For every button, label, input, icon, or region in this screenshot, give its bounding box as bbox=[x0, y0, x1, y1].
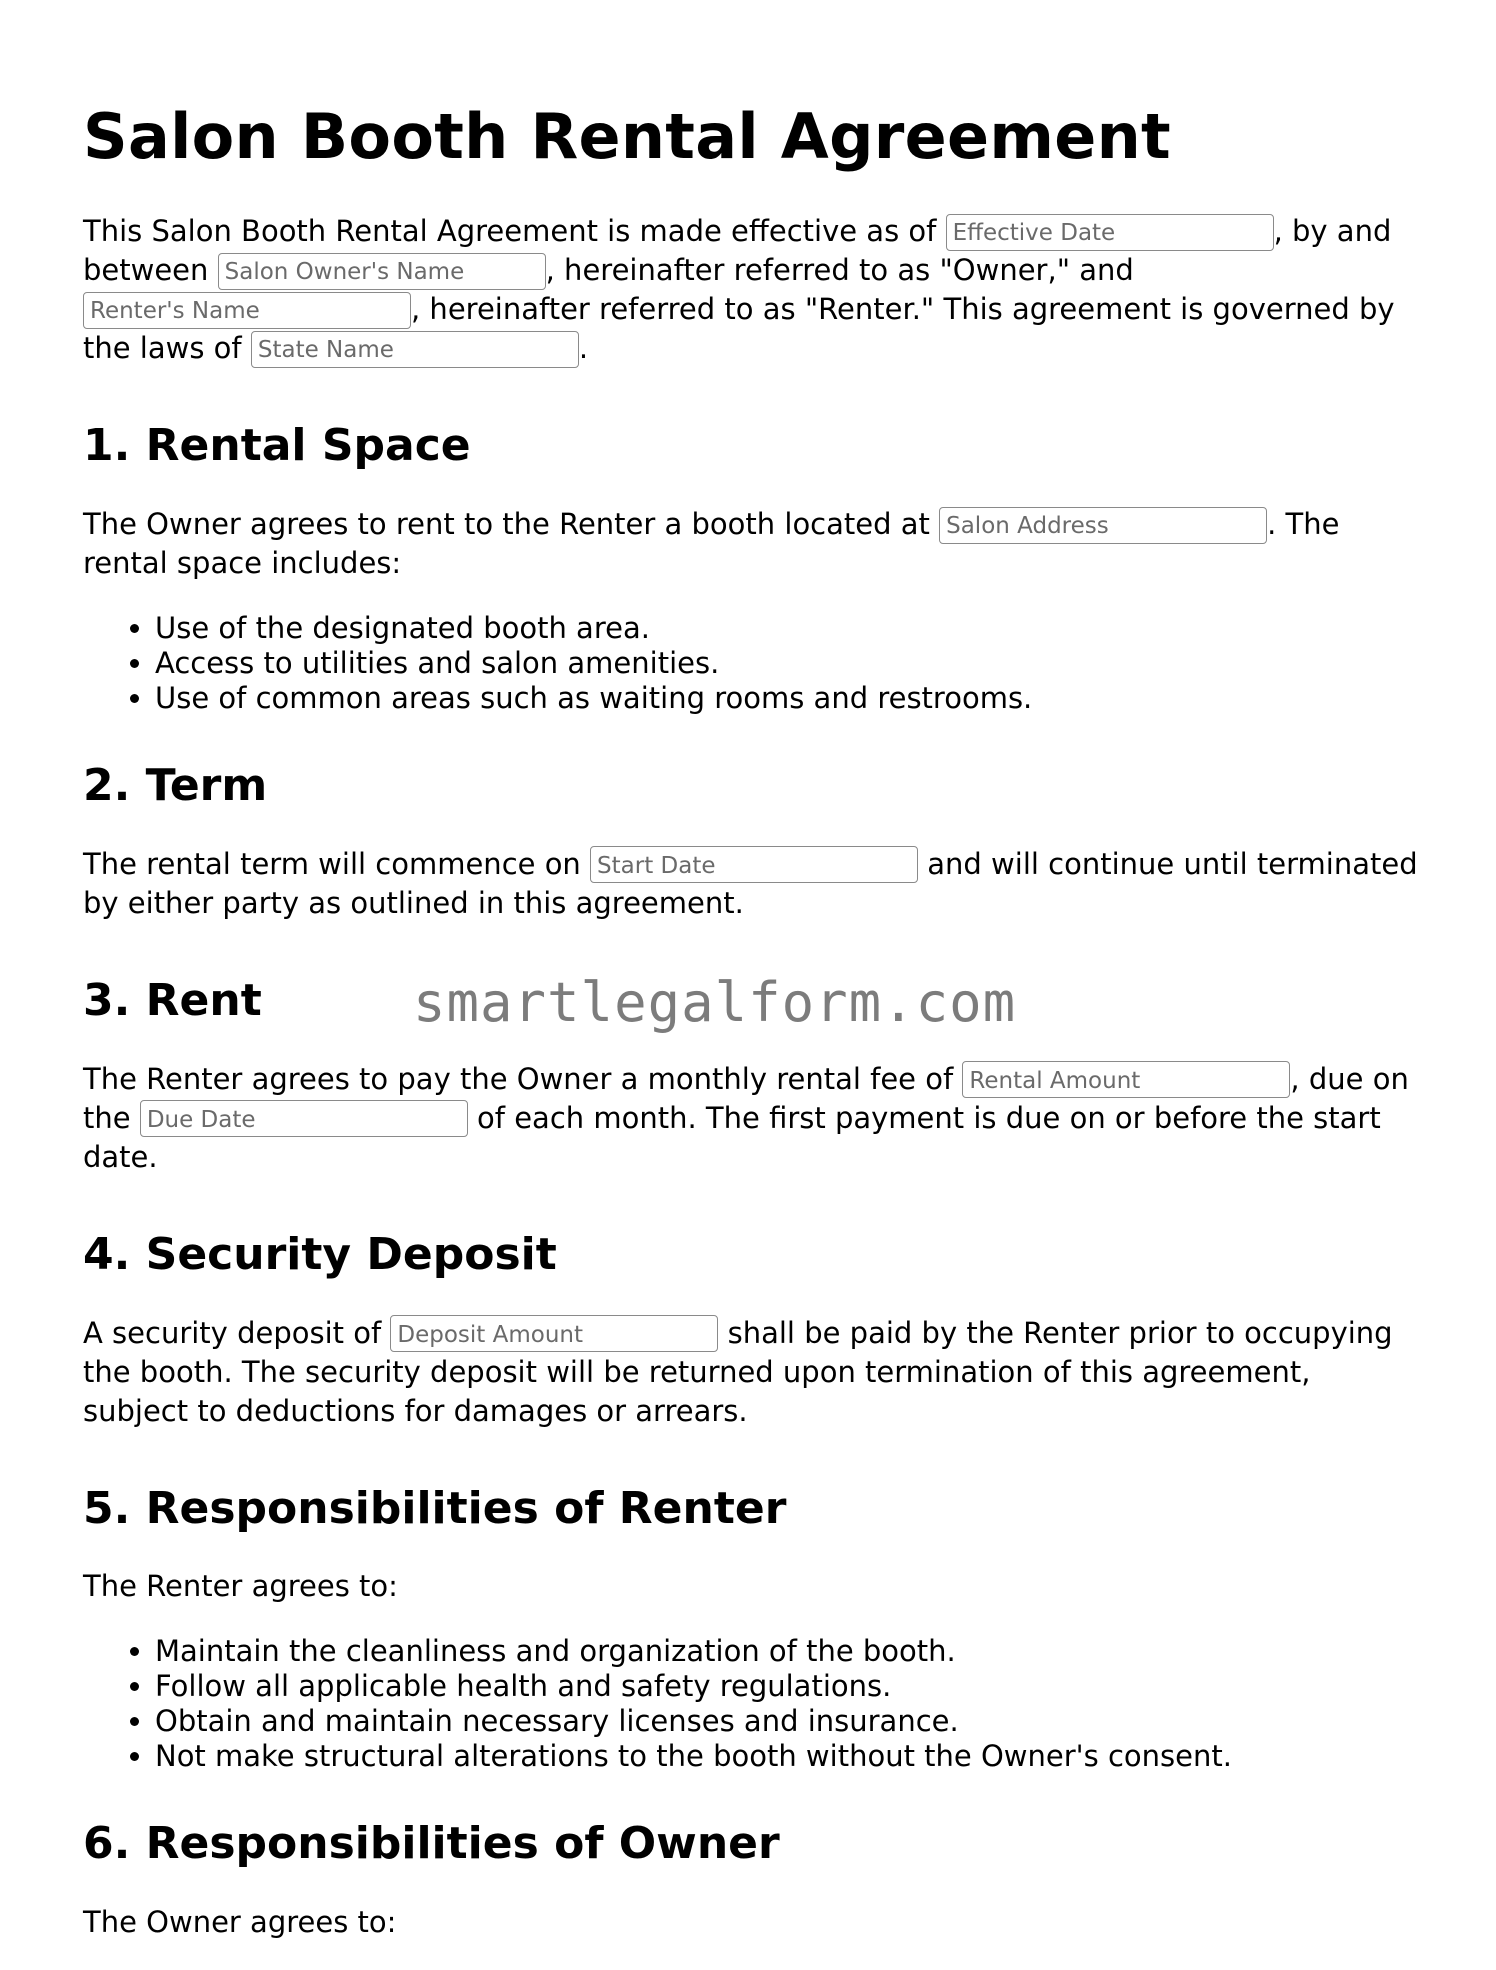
intro-text-2: , by and between bbox=[83, 214, 1392, 288]
list-item: • Use of common areas such as waiting rooms and restrooms. bbox=[155, 681, 1423, 716]
term-text-1: The rental term will commence on bbox=[83, 846, 591, 881]
intro-text-5: . bbox=[578, 331, 589, 366]
salon-address-input[interactable] bbox=[939, 507, 1267, 544]
rental-space-list bbox=[83, 611, 1423, 716]
list-item: • Access to utilities and salon amenities. bbox=[155, 646, 1423, 681]
section-heading-renter-responsibilities: 5. Responsibilities of Renter bbox=[83, 1482, 787, 1534]
rental-space-text-1: The Owner agrees to rent to the Renter a booth located at bbox=[83, 507, 940, 542]
renter-responsibilities-lead: The Renter agrees to: bbox=[83, 1569, 398, 1604]
rental-space-text-2: . The rental space includes: bbox=[83, 507, 1340, 581]
renter-responsibilities-list bbox=[83, 1634, 1423, 1774]
due-date-input[interactable] bbox=[140, 1100, 468, 1137]
agreement-document bbox=[83, 100, 1423, 1970]
rent-paragraph bbox=[83, 1060, 1423, 1177]
section-heading-term: 2. Term bbox=[83, 760, 268, 812]
rental-space-paragraph bbox=[83, 505, 1423, 583]
list-item: • Maintain the cleanliness and organization of the booth. bbox=[155, 1634, 1423, 1669]
deposit-text-2: shall be paid by the Renter prior to occupying the booth. The security deposit will be returned upon termination of this agreement, subject to deductions for damages or arrears. bbox=[83, 1315, 1393, 1428]
section-heading-security-deposit: 4. Security Deposit bbox=[83, 1228, 557, 1280]
deposit-paragraph bbox=[83, 1314, 1423, 1431]
watermark-text: smartlegalform.com bbox=[413, 970, 1017, 1034]
section-heading-rent: 3. Rent bbox=[83, 974, 262, 1026]
rent-heading-row bbox=[83, 970, 1423, 1034]
intro-paragraph bbox=[83, 212, 1423, 368]
renter-name-input[interactable] bbox=[83, 292, 411, 329]
rent-text-2: , due on the bbox=[83, 1061, 1409, 1135]
rent-text-1: The Renter agrees to pay the Owner a monthly rental fee of bbox=[83, 1061, 963, 1096]
list-item: • Obtain and maintain necessary licenses and insurance. bbox=[155, 1704, 1423, 1739]
intro-text-1: This Salon Booth Rental Agreement is made effective as of bbox=[83, 214, 946, 249]
deposit-text-1: A security deposit of bbox=[83, 1315, 391, 1350]
list-item: • Use of the designated booth area. bbox=[155, 611, 1423, 646]
rent-text-3: of each month. The first payment is due on or before the start date. bbox=[83, 1100, 1381, 1174]
list-item: • Follow all applicable health and safety regulations. bbox=[155, 1669, 1423, 1704]
start-date-input[interactable] bbox=[590, 846, 918, 883]
section-heading-owner-responsibilities: 6. Responsibilities of Owner bbox=[83, 1818, 780, 1870]
list-item: • Not make structural alterations to the booth without the Owner's consent. bbox=[155, 1739, 1423, 1774]
owner-responsibilities-lead: The Owner agrees to: bbox=[83, 1905, 397, 1940]
owner-name-input[interactable] bbox=[218, 253, 546, 290]
term-paragraph bbox=[83, 845, 1423, 923]
effective-date-input[interactable] bbox=[946, 214, 1274, 251]
intro-text-3: , hereinafter referred to as "Owner," and bbox=[545, 253, 1134, 288]
page-title: Salon Booth Rental Agreement bbox=[83, 100, 1171, 173]
term-text-2: and will continue until terminated by either party as outlined in this agreement. bbox=[83, 846, 1418, 920]
intro-text-4: , hereinafter referred to as "Renter." This agreement is governed by the laws of bbox=[83, 292, 1395, 366]
section-heading-rental-space: 1. Rental Space bbox=[83, 420, 471, 472]
state-name-input[interactable] bbox=[251, 331, 579, 368]
deposit-amount-input[interactable] bbox=[390, 1315, 718, 1352]
rental-amount-input[interactable] bbox=[962, 1061, 1290, 1098]
